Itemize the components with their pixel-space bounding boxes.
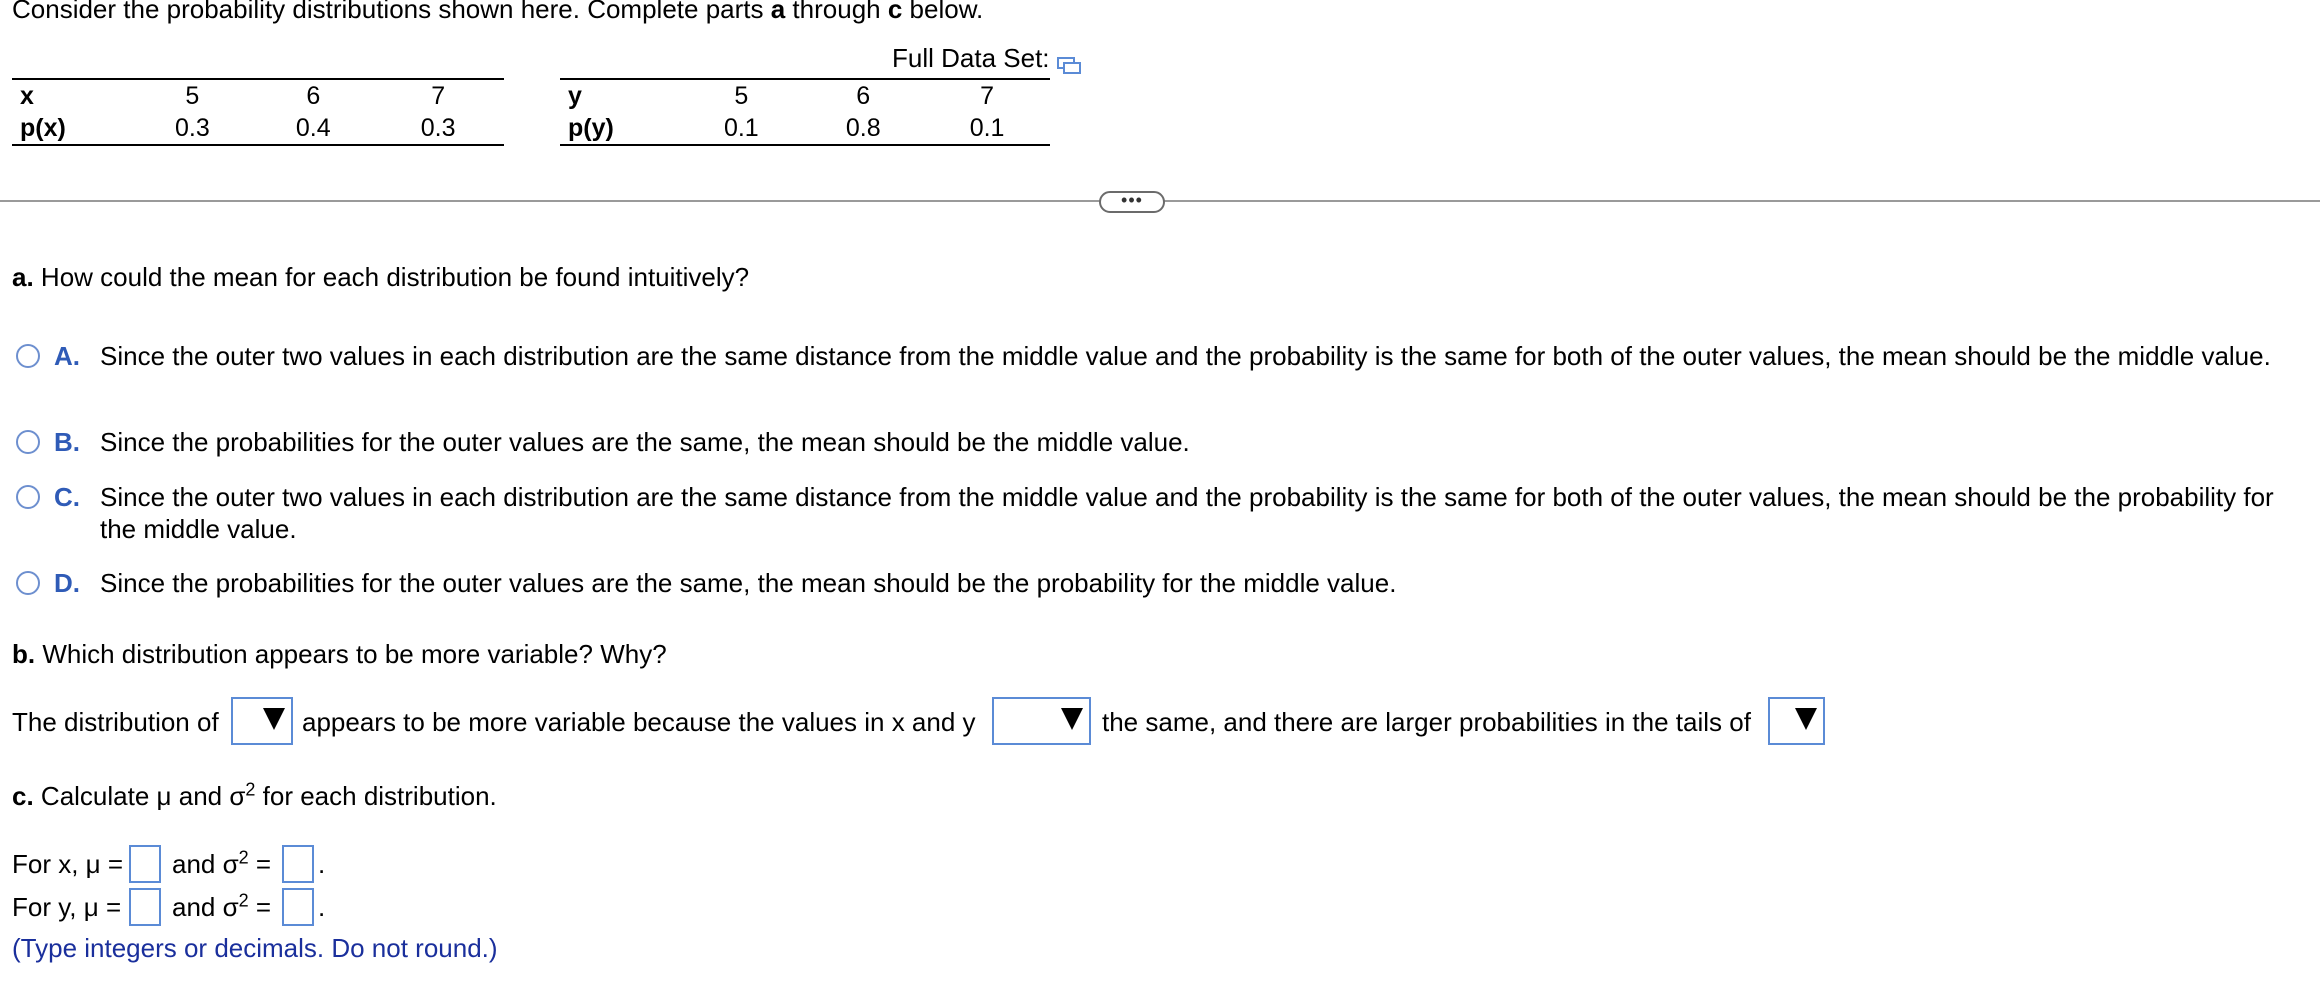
copy-icon[interactable] [1057,50,1081,70]
y-variance-input[interactable] [282,888,314,926]
part-b-question: b. Which distribution appears to be more variable? Why? [12,639,667,669]
option-b-text: Since the probabilities for the outer values are the same, the mean should be the middle value. [100,427,1190,457]
option-a-letter: A. [54,341,80,371]
table-row [12,112,504,145]
x-variance-label: and $\sigma^2$ = [172,847,272,879]
y-distribution-table [560,78,1050,146]
y-value: 7 [924,79,1050,112]
table-row [560,112,1050,145]
option-c-text-continued: the middle value. [100,514,297,544]
x-value: 6 [254,79,372,112]
x-value: 5 [130,79,254,112]
x-variance-input[interactable] [282,845,314,883]
tails-dropdown[interactable] [1768,697,1825,745]
option-a-radio[interactable] [16,344,40,368]
option-b-letter: B. [54,427,80,457]
y-period: . [318,892,326,922]
input-hint: (Type integers or decimals. Do not round.) [12,933,498,963]
py-value: 0.1 [680,112,802,145]
px-value: 0.3 [372,112,504,145]
option-c-radio[interactable] [16,485,40,509]
option-b-radio[interactable] [16,430,40,454]
y-value: 5 [680,79,802,112]
px-header: p(x) [12,112,130,145]
y-value: 6 [802,79,924,112]
option-d-letter: D. [54,568,80,598]
intro-text: Consider the probability distributions shown here. Complete parts a through c below. [12,0,984,24]
distribution-dropdown[interactable] [231,697,293,745]
option-d-radio[interactable] [16,571,40,595]
y-header: y [560,79,680,112]
x-mean-input[interactable] [129,845,161,883]
x-value: 7 [372,79,504,112]
y-mean-input[interactable] [129,888,161,926]
part-c-question: c. Calculate μ and $\sigma^2$ for each distribution. [12,779,497,811]
same-differ-dropdown[interactable] [992,697,1091,745]
full-data-set-link[interactable]: Full Data Set: [892,42,1081,74]
y-mean-label: For y, μ = [12,892,122,922]
x-mean-label: For x, μ = [12,849,124,879]
x-distribution-table [12,78,504,146]
dropdown-arrow-icon [263,708,285,730]
px-value: 0.4 [254,112,372,145]
option-c-text: Since the outer two values in each distribution are the same distance from the middle value and the probability is the same for both of the outer values, the mean should be the probability for [100,482,2274,512]
x-period: . [318,849,326,879]
part-b-sentence-1: The distribution of [12,707,219,737]
option-c-letter: C. [54,482,80,512]
option-a-text: Since the outer two values in each distribution are the same distance from the middle value and the probability is the same for both of the outer values, the mean should be the middle value. [100,341,2271,371]
dropdown-arrow-icon [1795,708,1817,730]
table-row [12,79,504,112]
part-b-sentence-2: appears to be more variable because the values in x and y [302,707,976,737]
py-value: 0.1 [924,112,1050,145]
part-b-sentence-3: the same, and there are larger probabilities in the tails of [1102,707,1751,737]
px-value: 0.3 [130,112,254,145]
table-row [560,79,1050,112]
option-d-text: Since the probabilities for the outer values are the same, the mean should be the probability for the middle value. [100,568,1397,598]
x-header: x [12,79,130,112]
py-header: p(y) [560,112,680,145]
dropdown-arrow-icon [1061,708,1083,730]
part-a-question: a. How could the mean for each distribution be found intuitively? [12,262,750,292]
expand-more-button[interactable]: ••• [1099,191,1165,213]
y-variance-label: and $\sigma^2$ = [172,890,272,922]
py-value: 0.8 [802,112,924,145]
